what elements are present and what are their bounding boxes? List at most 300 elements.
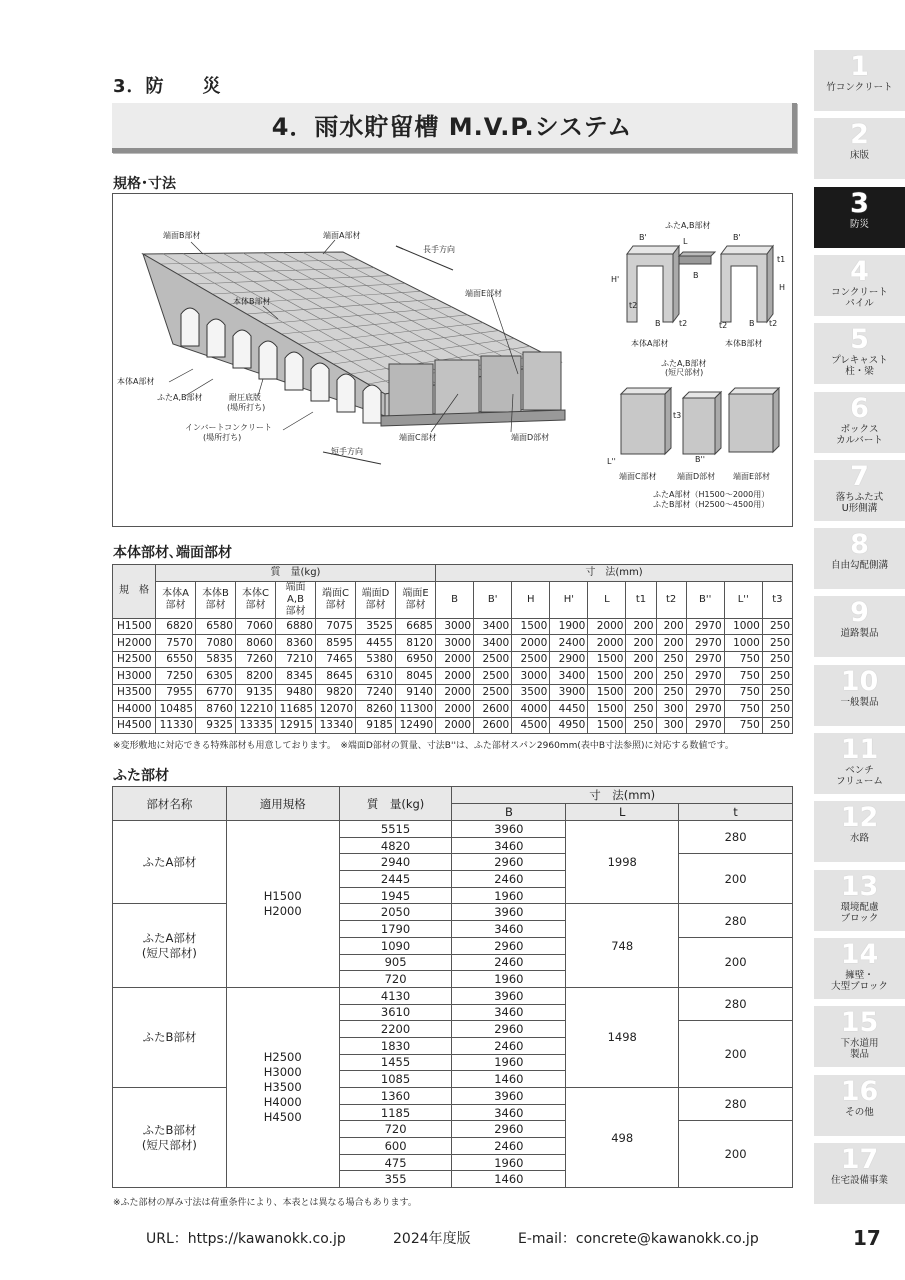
chapter-label: 住宅設備事業 (830, 1174, 888, 1186)
mass-cell: 1085 (339, 1071, 452, 1088)
table-cell: 9185 (356, 717, 396, 734)
table-cell: H2000 (113, 635, 156, 652)
table-cell: 7080 (196, 635, 236, 652)
t-cell: 280 (679, 904, 793, 937)
mass-cell: 1945 (339, 887, 452, 904)
chapter-tab-14[interactable] (814, 938, 905, 999)
table-cell: 13340 (316, 717, 356, 734)
t-cell: 280 (679, 1088, 793, 1121)
table-cell: 8120 (396, 635, 436, 652)
chapter-label: ボックス カルバート (836, 423, 883, 446)
col-mass: 質 量(kg) (339, 787, 452, 821)
table-cell: 6880 (276, 618, 316, 635)
col-applicable-spec: 適用規格 (226, 787, 339, 821)
col-name: 部材名称 (113, 787, 227, 821)
table-cell: 250 (762, 717, 792, 734)
table-cell: 250 (762, 635, 792, 652)
chapter-number: 12 (840, 802, 879, 834)
col-t: t (679, 804, 793, 821)
dim-t2-b2: t2 (769, 319, 778, 328)
table-row (113, 987, 793, 1004)
arch-opening (259, 341, 277, 379)
table-cell: 2000 (436, 684, 474, 701)
b-cell: 2960 (452, 1021, 566, 1038)
table-cell: 200 (626, 684, 656, 701)
dim-col-header: B (436, 581, 474, 618)
chapter-number: 1 (850, 51, 869, 82)
chapter-number: 14 (840, 938, 879, 970)
mass-cell: 355 (339, 1171, 452, 1188)
mass-cell: 475 (339, 1154, 452, 1171)
chapter-tab-9[interactable] (814, 596, 905, 657)
chapter-label: 環境配慮 ブロック (840, 901, 879, 924)
table-cell: 3400 (550, 668, 588, 685)
table-cell: 11330 (156, 717, 196, 734)
table-row (113, 684, 793, 701)
table-cell: 1500 (512, 618, 550, 635)
table-cell: 7250 (156, 668, 196, 685)
label-invert-sub: (場所打ち) (203, 433, 242, 442)
table-cell: 8260 (356, 701, 396, 718)
col-l: L (566, 804, 679, 821)
chapter-label: 一般製品 (840, 696, 879, 708)
table-row (113, 821, 793, 838)
dim-t1: t1 (777, 255, 786, 264)
b-cell: 3960 (452, 987, 566, 1004)
table-cell: H3000 (113, 668, 156, 685)
dim-t2-a: t2 (629, 301, 638, 310)
table-cell: 7240 (356, 684, 396, 701)
table-cell: 2500 (474, 668, 512, 685)
label-lid-ab: ふたA,B部材 (157, 393, 203, 402)
mass-cell: 1185 (339, 1104, 452, 1121)
table-row (113, 618, 793, 635)
b-cell: 2460 (452, 871, 566, 888)
chapter-tab-12[interactable] (814, 801, 905, 862)
dim-h1: H' (611, 275, 620, 284)
table-cell: 8360 (276, 635, 316, 652)
table-cell: 2970 (686, 651, 724, 668)
mass-cell: 2050 (339, 904, 452, 921)
note-lid-b: ふたB部材（H2500～4500用） (653, 500, 770, 509)
mass-cell: 905 (339, 954, 452, 971)
b-cell: 1960 (452, 971, 566, 988)
table-cell: 250 (762, 684, 792, 701)
table-cell: 200 (626, 635, 656, 652)
table-row (113, 1088, 793, 1105)
spec-heading: 規格･寸法 (113, 176, 176, 192)
chapter-tab-1[interactable] (814, 50, 905, 111)
chapter-label: 道路製品 (840, 628, 879, 640)
table-cell: H2500 (113, 651, 156, 668)
label-end-c-cap: 端面C部材 (619, 472, 657, 481)
chapter-number: 17 (840, 1143, 879, 1175)
dim-h: H (779, 283, 786, 292)
label-short-dir: 短手方向 (331, 447, 363, 456)
t-cell: 200 (679, 1121, 793, 1188)
table-cell: 12915 (276, 717, 316, 734)
chapter-number: 6 (850, 392, 869, 424)
table-cell: 7060 (236, 618, 276, 635)
table-cell: 12490 (396, 717, 436, 734)
chapter-label: 防災 (849, 218, 869, 230)
t-cell: 200 (679, 854, 793, 904)
table-cell: 11300 (396, 701, 436, 718)
table-cell: 250 (762, 668, 792, 685)
table-cell: 4450 (550, 701, 588, 718)
mass-col-header: 端面D 部材 (356, 581, 396, 618)
table-cell: 1900 (550, 618, 588, 635)
table-cell: 2000 (436, 701, 474, 718)
b-cell: 3960 (452, 1088, 566, 1105)
table-cell: 200 (626, 618, 656, 635)
table-cell: 250 (762, 618, 792, 635)
chapter-label: 竹コンクリート (826, 82, 893, 93)
table-cell: 750 (724, 701, 762, 718)
col-mass-group: 質 量(kg) (156, 565, 436, 582)
b-cell: 1960 (452, 887, 566, 904)
label-long-dir: 長手方向 (423, 245, 455, 254)
dim-b1-a: B' (639, 233, 647, 242)
part-name: ふたA部材 (短尺部材) (113, 904, 227, 987)
arch-opening (311, 363, 329, 401)
section-label: 3．防 災 (113, 76, 222, 97)
chapter-tab-7[interactable] (814, 460, 905, 521)
body-parts-heading: 本体部材､端面部材 (113, 545, 232, 561)
table-cell: 200 (626, 651, 656, 668)
col-dim-group: 寸 法(mm) (436, 565, 793, 582)
dim-col-header: L (588, 581, 626, 618)
b-cell: 2960 (452, 937, 566, 954)
table-cell: 10485 (156, 701, 196, 718)
chapter-number: 3 (850, 187, 869, 219)
label-end-e-cap: 端面E部材 (733, 472, 771, 481)
table-cell: 9480 (276, 684, 316, 701)
table-cell: 2970 (686, 668, 724, 685)
table-cell: 2970 (686, 635, 724, 652)
table-cell: 4950 (550, 717, 588, 734)
label-end-b: 端面B部材 (163, 231, 201, 240)
b-cell: 2960 (452, 1121, 566, 1138)
label-invert: インバートコンクリート (185, 423, 272, 432)
label-end-c: 端面C部材 (399, 433, 437, 442)
b-cell: 2460 (452, 1037, 566, 1054)
label-body-b-cap: 本体B部材 (725, 339, 763, 348)
table-cell: 6770 (196, 684, 236, 701)
body-table-note: ※変形敷地に対応できる特殊部材も用意しております。 ※端面D部材の質量、寸法B''は、ふた部材スパン2960mm(表中B寸法参照)に対応する数値です。 (113, 741, 734, 751)
l-cell: 1498 (566, 987, 679, 1087)
table-cell: 2000 (436, 651, 474, 668)
l-cell: 498 (566, 1088, 679, 1188)
dim-b-a: B (655, 319, 661, 328)
mass-col-header: 端面A,B 部材 (276, 581, 316, 618)
chapter-tab-10[interactable] (814, 665, 905, 726)
table-row (113, 717, 793, 734)
table-cell: H1500 (113, 618, 156, 635)
table-cell: 2000 (588, 635, 626, 652)
table-cell: 1500 (588, 684, 626, 701)
mass-cell: 4820 (339, 837, 452, 854)
table-cell: 11685 (276, 701, 316, 718)
table-cell: 3400 (474, 618, 512, 635)
table-cell: 2970 (686, 618, 724, 635)
chapter-number: 9 (850, 597, 869, 629)
structure-diagram (112, 193, 793, 527)
table-cell: 750 (724, 717, 762, 734)
table-cell: 7210 (276, 651, 316, 668)
chapter-tab-8[interactable] (814, 528, 905, 589)
chapter-tab-6[interactable] (814, 392, 905, 453)
table-cell: 6950 (396, 651, 436, 668)
table-cell: 9135 (236, 684, 276, 701)
arch-opening (285, 352, 303, 390)
dim-b-lid: B (693, 271, 699, 280)
applicable-spec: H2500 H3000 H3500 H4000 H4500 (226, 987, 339, 1187)
arch-opening (337, 374, 355, 412)
applicable-spec: H1500 H2000 (226, 821, 339, 988)
chapter-number: 5 (850, 324, 869, 356)
table-cell: 9325 (196, 717, 236, 734)
table-cell: 7075 (316, 618, 356, 635)
b-cell: 2460 (452, 1138, 566, 1155)
chapter-tab-2[interactable] (814, 118, 905, 179)
table-cell: 6580 (196, 618, 236, 635)
table-cell: 2970 (686, 701, 724, 718)
b-cell: 2960 (452, 854, 566, 871)
chapter-number: 11 (840, 734, 879, 765)
table-cell: 750 (724, 668, 762, 685)
table-cell: 1500 (588, 668, 626, 685)
label-end-d: 端面D部材 (511, 433, 550, 442)
chapter-tab-5[interactable] (814, 323, 905, 384)
mass-col-header: 端面C 部材 (316, 581, 356, 618)
lid-table-note: ※ふた部材の厚み寸法は荷重条件により、本表とは異なる場合もあります。 (113, 1198, 417, 1208)
b-cell: 3960 (452, 904, 566, 921)
b-cell: 1460 (452, 1171, 566, 1188)
chapter-label: 床版 (849, 150, 869, 162)
table-cell: 3900 (550, 684, 588, 701)
table-cell: 200 (656, 618, 686, 635)
lid-parts-heading: ふた部材 (113, 768, 169, 784)
table-cell: 6820 (156, 618, 196, 635)
label-lid-ab-top: ふたA,B部材 (665, 221, 711, 230)
table-cell: 7465 (316, 651, 356, 668)
table-cell: 2000 (436, 717, 474, 734)
mass-cell: 1790 (339, 921, 452, 938)
chapter-tab-16[interactable] (814, 1075, 905, 1136)
chapter-tab-15[interactable] (814, 1006, 905, 1067)
table-cell: 3500 (512, 684, 550, 701)
table-cell: H4000 (113, 701, 156, 718)
dim-col-header: B' (474, 581, 512, 618)
table-cell: 2000 (512, 635, 550, 652)
chapter-tab-11[interactable] (814, 733, 905, 794)
chapter-number: 10 (840, 665, 879, 697)
table-cell: 8200 (236, 668, 276, 685)
mass-cell: 1455 (339, 1054, 452, 1071)
chapter-number: 7 (850, 460, 869, 492)
table-cell: 9820 (316, 684, 356, 701)
table-cell: 8595 (316, 635, 356, 652)
col-dim: 寸 法(mm) (452, 787, 793, 804)
table-cell: 2000 (588, 618, 626, 635)
b-cell: 1460 (452, 1071, 566, 1088)
mass-cell: 1360 (339, 1088, 452, 1105)
mass-cell: 2200 (339, 1021, 452, 1038)
dim-l: L (683, 237, 688, 246)
table-cell: 2000 (436, 668, 474, 685)
table-cell: H3500 (113, 684, 156, 701)
mass-cell: 720 (339, 1121, 452, 1138)
table-cell: 200 (656, 635, 686, 652)
table-row (113, 701, 793, 718)
table-cell: 7260 (236, 651, 276, 668)
footer-url[interactable]: URL：https://kawanokk.co.jp (146, 1231, 346, 1247)
table-cell: 2970 (686, 684, 724, 701)
table-cell: 8645 (316, 668, 356, 685)
mass-cell: 3610 (339, 1004, 452, 1021)
dim-col-header: L'' (724, 581, 762, 618)
table-cell: 9140 (396, 684, 436, 701)
mass-cell: 720 (339, 971, 452, 988)
chapter-label: コンクリート パイル (831, 286, 888, 309)
chapter-label: その他 (845, 1106, 874, 1118)
table-cell: 3000 (436, 618, 474, 635)
table-cell: 3400 (474, 635, 512, 652)
dim-col-header: B'' (686, 581, 724, 618)
table-cell: 250 (626, 717, 656, 734)
footer-year: 2024年度版 (393, 1231, 471, 1247)
table-row (113, 904, 793, 921)
table-cell: 12210 (236, 701, 276, 718)
table-cell: 8045 (396, 668, 436, 685)
dim-b1-b: B' (733, 233, 741, 242)
part-name: ふたB部材 (113, 987, 227, 1087)
table-cell: 4500 (512, 717, 550, 734)
table-cell: 6305 (196, 668, 236, 685)
chapter-label: プレキャスト 柱・梁 (831, 355, 888, 378)
table-cell: 250 (626, 701, 656, 718)
col-b: B (452, 804, 566, 821)
mass-cell: 2445 (339, 871, 452, 888)
dim-col-header: H (512, 581, 550, 618)
chapter-label: 下水道用 製品 (840, 1038, 879, 1061)
table-cell: 12070 (316, 701, 356, 718)
table-cell: 2500 (474, 651, 512, 668)
table-cell: 250 (762, 651, 792, 668)
l-cell: 1998 (566, 821, 679, 904)
chapter-tab-3[interactable] (814, 187, 905, 248)
label-end-d-cap: 端面D部材 (677, 472, 716, 481)
table-cell: 1000 (724, 635, 762, 652)
table-cell: 3000 (436, 635, 474, 652)
table-cell: 4455 (356, 635, 396, 652)
t-cell: 280 (679, 821, 793, 854)
lid-parts-table (112, 786, 793, 1188)
table-cell: 8760 (196, 701, 236, 718)
chapter-tab-17[interactable] (814, 1143, 905, 1204)
mass-cell: 2940 (339, 854, 452, 871)
arch-opening (181, 308, 199, 346)
t-cell: 280 (679, 987, 793, 1020)
table-cell: 2500 (512, 651, 550, 668)
part-name: ふたA部材 (113, 821, 227, 904)
table-cell: 750 (724, 684, 762, 701)
mass-cell: 5515 (339, 821, 452, 838)
footer-email[interactable]: E-mail：concrete@kawanokk.co.jp (518, 1231, 759, 1247)
dim-col-header: t3 (762, 581, 792, 618)
table-cell: 13335 (236, 717, 276, 734)
table-cell: 300 (656, 701, 686, 718)
table-cell: 2600 (474, 701, 512, 718)
label-base-sub: (場所打ち) (227, 403, 266, 412)
dim-col-header: t2 (656, 581, 686, 618)
arch-opening (207, 319, 225, 357)
mass-cell: 600 (339, 1138, 452, 1155)
chapter-tab-4[interactable] (814, 255, 905, 316)
arch-opening (363, 385, 381, 423)
chapter-number: 15 (840, 1007, 879, 1039)
table-cell: 4000 (512, 701, 550, 718)
mass-cell: 1830 (339, 1037, 452, 1054)
label-lid-short: ふたA,B部材 (661, 359, 707, 368)
table-cell: 7955 (156, 684, 196, 701)
table-cell: 750 (724, 651, 762, 668)
dim-col-header: t1 (626, 581, 656, 618)
mass-cell: 4130 (339, 987, 452, 1004)
table-cell: 6685 (396, 618, 436, 635)
table-row (113, 668, 793, 685)
table-cell: H4500 (113, 717, 156, 734)
chapter-label: ベンチ フリューム (836, 765, 883, 787)
table-cell: 1500 (588, 717, 626, 734)
body-parts-table (112, 564, 793, 734)
mass-cell: 1090 (339, 937, 452, 954)
table-row (113, 635, 793, 652)
label-end-e: 端面E部材 (465, 289, 503, 298)
table-cell: 6310 (356, 668, 396, 685)
arch-opening (233, 330, 251, 368)
table-cell: 6550 (156, 651, 196, 668)
chapter-number: 8 (850, 529, 869, 561)
table-cell: 2600 (474, 717, 512, 734)
table-cell: 300 (656, 717, 686, 734)
table-cell: 250 (656, 668, 686, 685)
label-lid-short-sub: (短尺部材) (665, 368, 704, 377)
page-number: 17 (853, 1226, 881, 1250)
table-cell: 1000 (724, 618, 762, 635)
dim-t3: t3 (673, 411, 682, 420)
chapter-number: 4 (850, 255, 869, 287)
mass-col-header: 本体C 部材 (236, 581, 276, 618)
table-cell: 1500 (588, 701, 626, 718)
b-cell: 3960 (452, 821, 566, 838)
label-body-b: 本体B部材 (233, 297, 271, 306)
t-cell: 200 (679, 937, 793, 987)
mass-col-header: 本体A 部材 (156, 581, 196, 618)
table-cell: 5380 (356, 651, 396, 668)
chapter-tab-13[interactable] (814, 870, 905, 931)
table-cell: 1500 (588, 651, 626, 668)
label-body-a-cap: 本体A部材 (631, 339, 669, 348)
note-lid-a: ふたA部材（H1500～2000用） (653, 490, 770, 499)
b-cell: 1960 (452, 1154, 566, 1171)
page-title: 4．雨水貯留槽 M.V.P.システム (271, 113, 633, 141)
table-cell: 2900 (550, 651, 588, 668)
table-cell: 250 (656, 651, 686, 668)
dim-b2: B'' (695, 455, 705, 464)
b-cell: 2460 (452, 954, 566, 971)
